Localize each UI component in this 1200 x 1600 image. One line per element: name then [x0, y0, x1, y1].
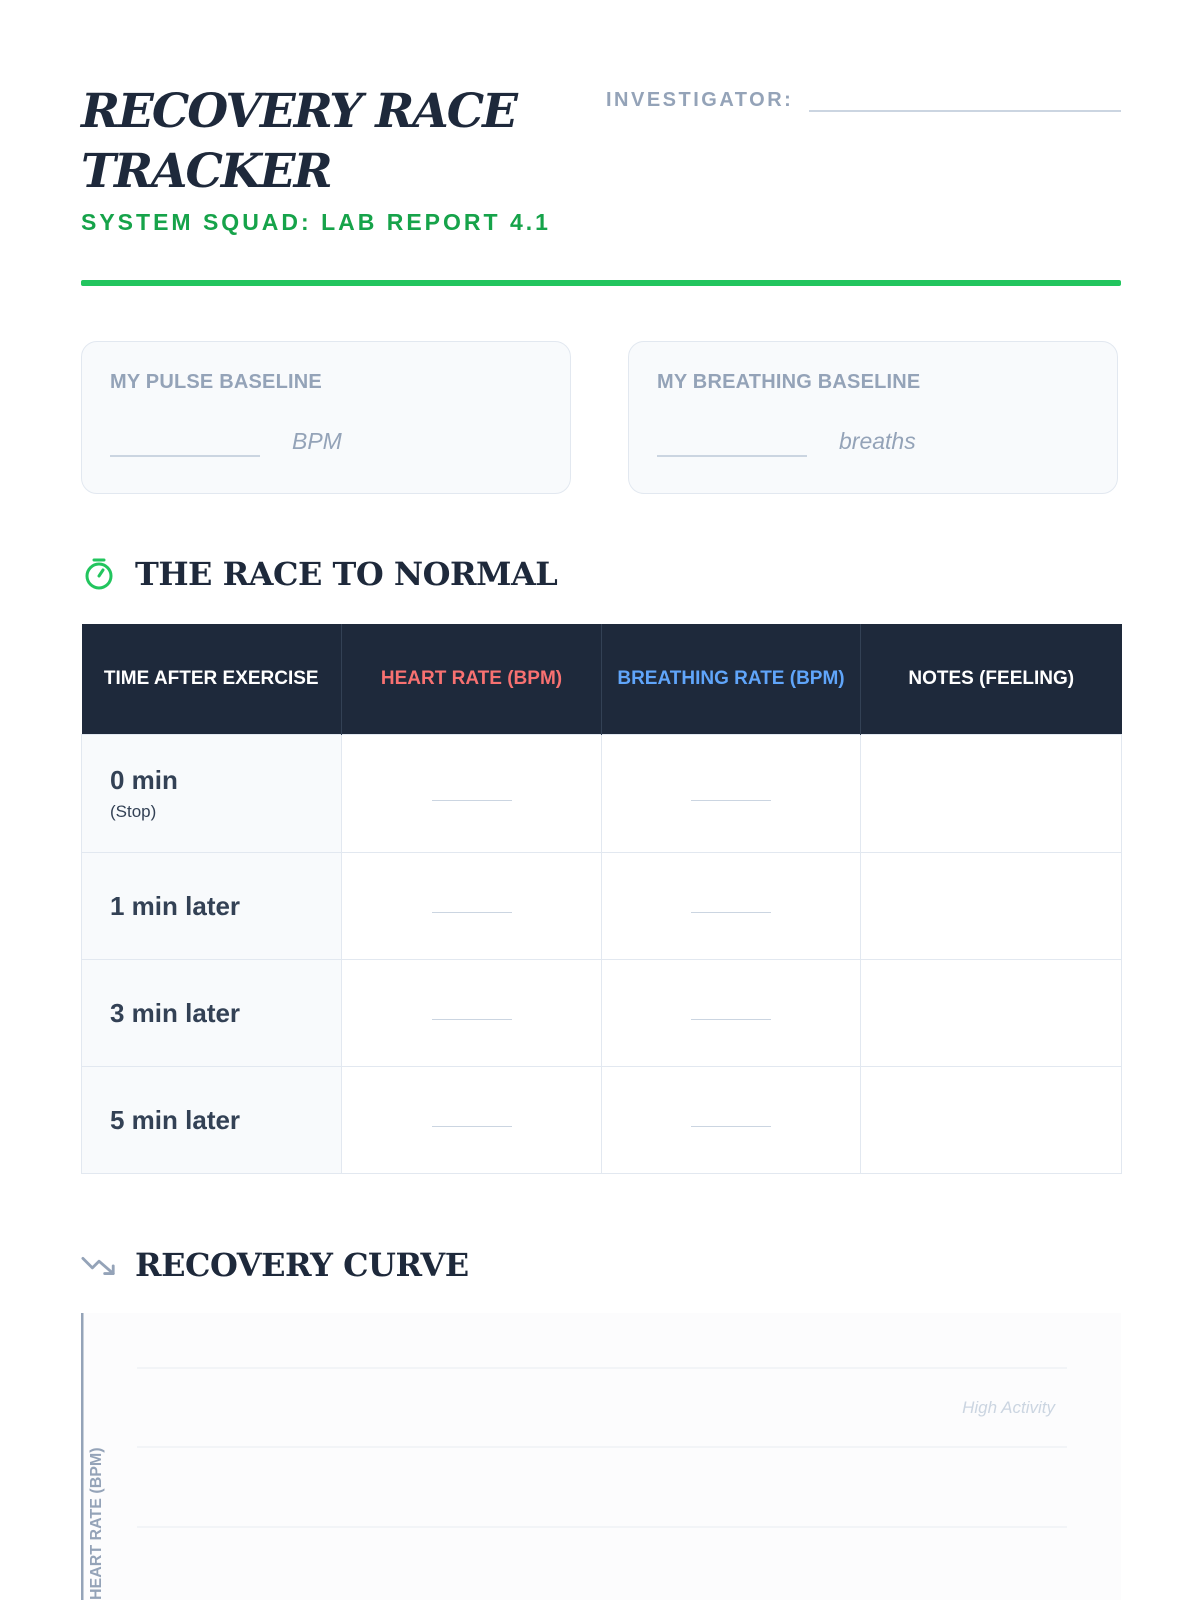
heart-rate-cell[interactable]: [342, 960, 602, 1067]
breathing-baseline-label: MY BREATHING BASELINE: [657, 371, 921, 393]
breathing-baseline-card: [628, 341, 1118, 494]
breathing-rate-blank: [691, 912, 771, 913]
heart-rate-cell[interactable]: [342, 853, 602, 960]
curve-section-heading: [81, 1246, 469, 1284]
heart-rate-blank: [432, 800, 512, 801]
y-axis-label: HEART RATE (BPM): [88, 1447, 105, 1600]
race-section-heading: [81, 555, 557, 593]
heart-rate-blank: [432, 912, 512, 913]
pulse-baseline-label: MY PULSE BASELINE: [110, 371, 322, 393]
time-label: 1 min later: [110, 890, 241, 921]
breathing-rate-blank: [691, 1126, 771, 1127]
pulse-baseline-card: [81, 341, 571, 494]
investigator-label: INVESTIGATOR:: [606, 89, 794, 111]
trending-down-icon: [81, 1247, 117, 1283]
investigator-field: [606, 84, 1121, 112]
investigator-input-line[interactable]: [809, 84, 1121, 112]
notes-cell[interactable]: [861, 735, 1122, 853]
time-cell: [82, 853, 342, 960]
heart-rate-cell[interactable]: [342, 735, 602, 853]
column-header-notes: NOTES (FEELING): [861, 624, 1122, 735]
table-row: [82, 960, 1122, 1067]
recovery-data-table: [81, 624, 1122, 1174]
time-label: 0 min: [110, 765, 178, 795]
race-section-title: THE RACE TO NORMAL: [135, 555, 558, 593]
column-header-heart-rate: HEART RATE (BPM): [342, 624, 602, 735]
time-cell: [82, 1067, 342, 1174]
notes-cell[interactable]: [861, 1067, 1122, 1174]
heart-rate-blank: [432, 1126, 512, 1127]
notes-cell[interactable]: [861, 853, 1122, 960]
breathing-rate-cell[interactable]: [602, 1067, 861, 1174]
curve-section-title: RECOVERY CURVE: [135, 1246, 469, 1284]
time-cell: [82, 960, 342, 1067]
high-activity-annotation: High Activity: [962, 1398, 1055, 1417]
heart-rate-cell[interactable]: [342, 1067, 602, 1174]
notes-cell[interactable]: [861, 960, 1122, 1067]
column-header-breathing-rate: BREATHING RATE (BPM): [602, 624, 861, 735]
lab-report-page: [81, 0, 1121, 1600]
breathing-rate-cell[interactable]: [602, 853, 861, 960]
breathing-baseline-unit: breaths: [839, 428, 916, 454]
stopwatch-icon: [81, 556, 117, 592]
breathing-rate-cell[interactable]: [602, 960, 861, 1067]
time-label: 3 min later: [110, 997, 241, 1028]
header-divider: [81, 280, 1121, 286]
breathing-rate-blank: [691, 800, 771, 801]
pulse-baseline-unit: BPM: [292, 428, 342, 454]
page-title: RECOVERY RACE TRACKER: [81, 84, 516, 199]
breathing-rate-cell[interactable]: [602, 735, 861, 853]
time-sublabel: (Stop): [110, 802, 157, 821]
breathing-rate-blank: [691, 1019, 771, 1020]
time-cell: [82, 735, 342, 853]
recovery-curve-plot: [81, 1313, 1121, 1600]
breathing-baseline-input-line[interactable]: [657, 455, 807, 457]
page-subtitle: SYSTEM SQUAD: LAB REPORT 4.1: [81, 209, 551, 235]
recovery-curve-chart[interactable]: [81, 1313, 1121, 1600]
column-header-time: TIME AFTER EXERCISE: [82, 624, 342, 735]
table-row: [82, 735, 1122, 853]
pulse-baseline-input-line[interactable]: [110, 455, 260, 457]
time-label: 5 min later: [110, 1104, 241, 1135]
heart-rate-blank: [432, 1019, 512, 1020]
table-row: [82, 1067, 1122, 1174]
table-row: [82, 853, 1122, 960]
